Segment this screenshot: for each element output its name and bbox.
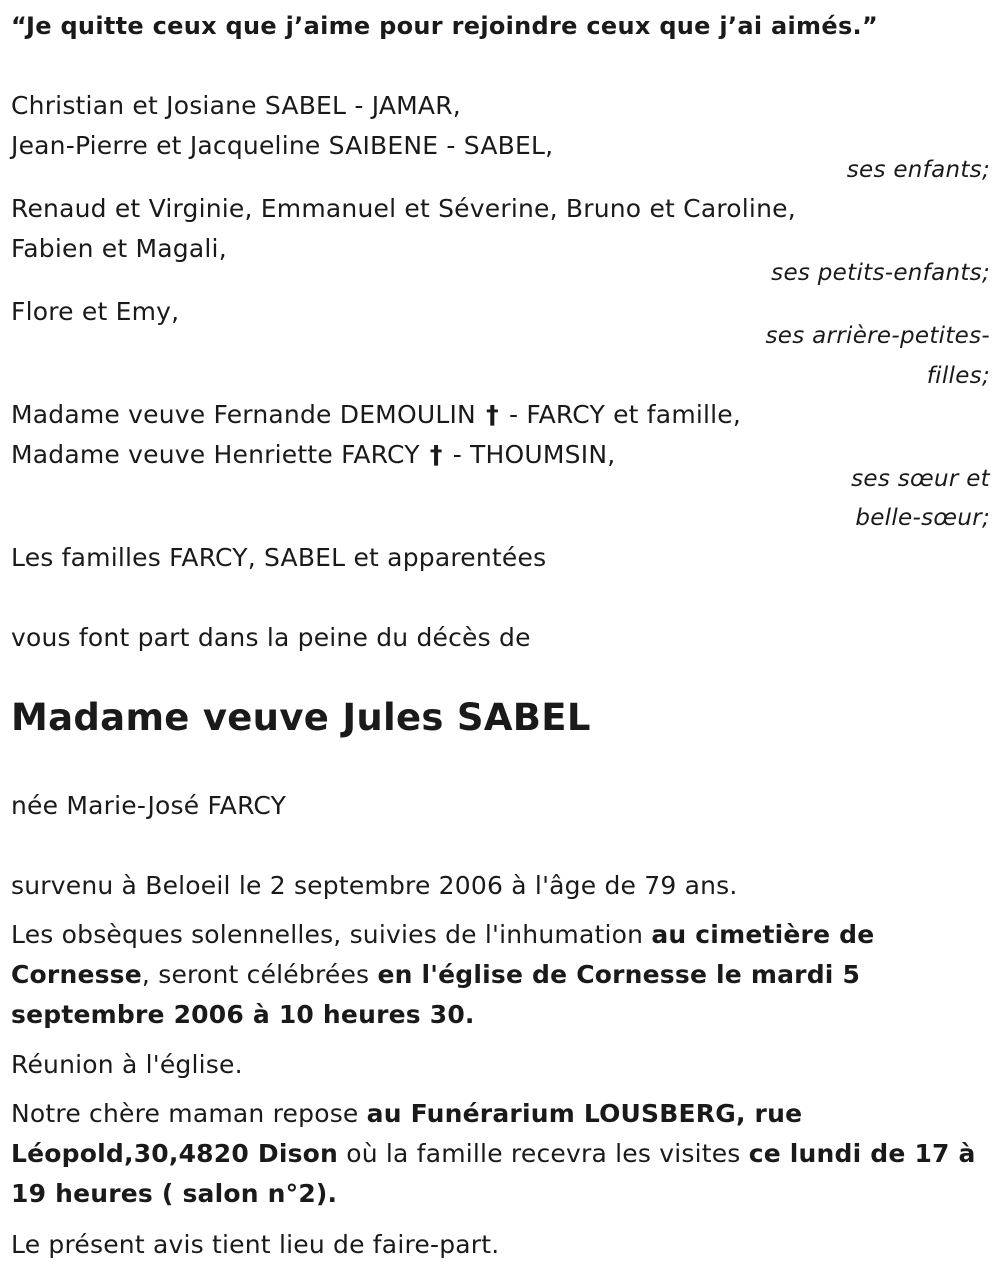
families-line: Les familles FARCY, SABEL et apparentées — [11, 543, 547, 572]
visitation-paragraph — [11, 1094, 996, 1214]
announcement-line: vous font part dans la peine du décès de — [11, 623, 531, 652]
great-grandchildren-role-2: filles; — [926, 363, 990, 389]
cross-icon: † — [429, 440, 443, 469]
closing-line: Le présent avis tient lieu de faire-part. — [11, 1230, 500, 1259]
siblings-line-2 — [11, 435, 990, 475]
siblings-line-1-rest: - FARCY et famille, — [508, 400, 742, 429]
siblings-line-2-name: Madame veuve Henriette FARCY — [11, 440, 420, 469]
siblings-line-2-rest: - THOUMSIN, — [452, 440, 616, 469]
opening-quote: “Je quitte ceux que j’aime pour rejoindre ceux que j’ai aimés.” — [11, 12, 879, 40]
siblings-role-2: belle-sœur; — [855, 505, 990, 531]
funeral-paragraph — [11, 915, 996, 1035]
great-grandchildren-role-1: ses arrière-petites- — [765, 323, 990, 349]
children-line-2: Jean-Pierre et Jacqueline SAIBENE - SABEL, — [11, 131, 554, 160]
visitation-location: au Funérarium LOUSBERG, rue Léopold,30,4820 Dison — [11, 1099, 803, 1168]
funeral-church-datetime: en l'église de Cornesse le mardi 5 septembre 2006 à 10 heures 30. — [11, 960, 861, 1029]
cross-icon: † — [486, 400, 499, 429]
funeral-cemetery: au cimetière de Cornesse — [11, 920, 875, 989]
grandchildren-role: ses petits-enfants; — [771, 260, 990, 286]
visitation-hours: ce lundi de 17 à 19 heures ( salon n°2). — [11, 1139, 976, 1208]
deceased-name: Madame veuve Jules SABEL — [11, 696, 591, 739]
funeral-text-1: Les obsèques solennelles, suivies de l'inhumation — [11, 920, 652, 949]
birth-name: née Marie-José FARCY — [11, 791, 287, 820]
grandchildren-line-1: Renaud et Virginie, Emmanuel et Séverine, Bruno et Caroline, — [11, 194, 796, 223]
siblings-role-1: ses sœur et — [851, 466, 990, 492]
siblings-line-1 — [11, 395, 990, 435]
visitation-text-2: où la famille recevra les visites — [338, 1139, 749, 1168]
meeting-line: Réunion à l'église. — [11, 1050, 243, 1079]
death-info: survenu à Beloeil le 2 septembre 2006 à l'âge de 79 ans. — [11, 871, 738, 900]
children-role: ses enfants; — [846, 157, 990, 183]
grandchildren-line-2: Fabien et Magali, — [11, 234, 227, 263]
children-line-1: Christian et Josiane SABEL - JAMAR, — [11, 91, 461, 120]
visitation-text-1: Notre chère maman repose — [11, 1099, 367, 1128]
siblings-line-1-name: Madame veuve Fernande DEMOULIN — [11, 400, 476, 429]
funeral-text-2: , seront célébrées — [141, 960, 378, 989]
great-grandchildren-line: Flore et Emy, — [11, 297, 180, 326]
